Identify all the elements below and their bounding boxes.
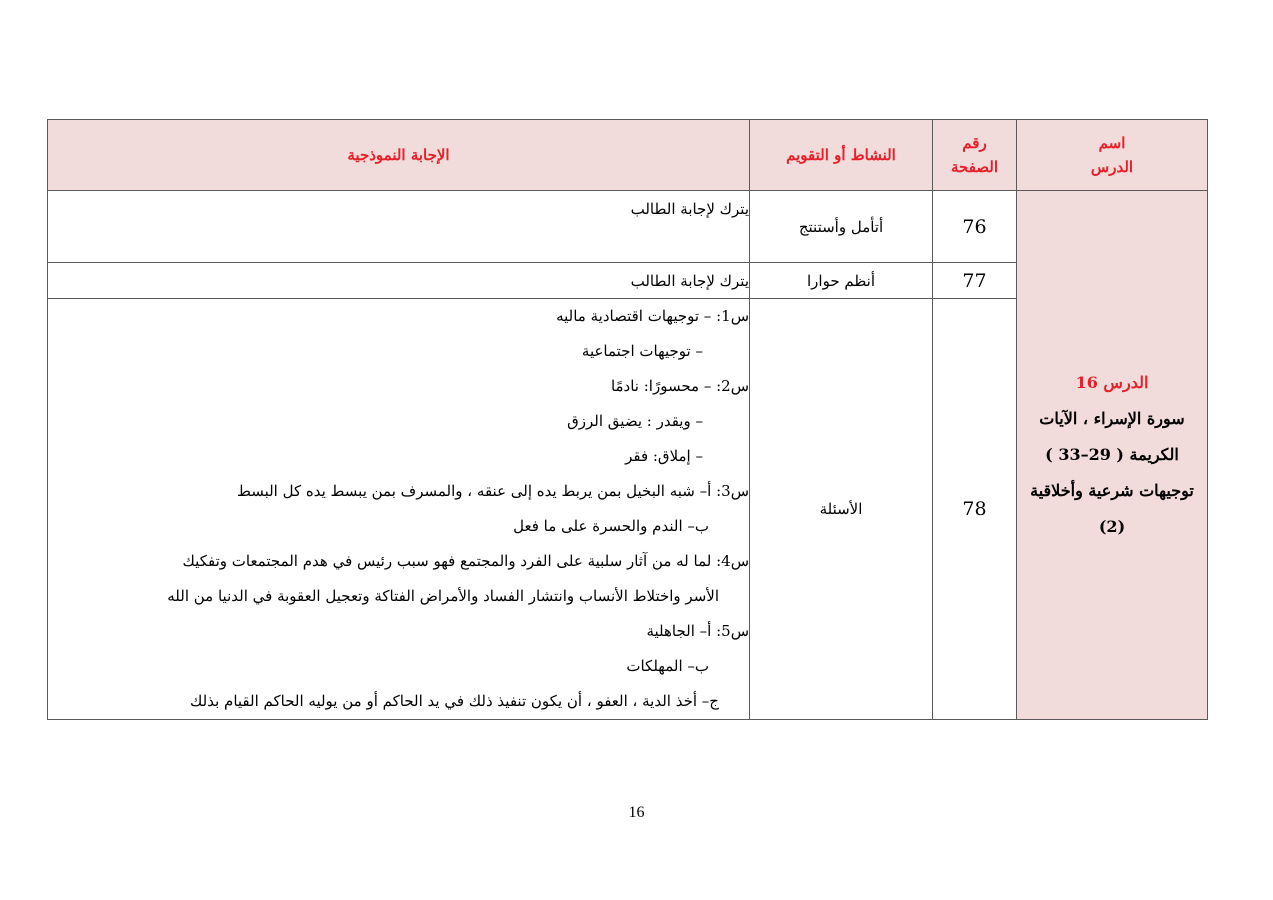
answer-cell (48, 191, 750, 263)
activity-cell: أنظم حوارا (750, 263, 933, 299)
lesson-title-line: سورة الإسراء ، الآيات (1039, 409, 1185, 428)
answer-line: يترك لإجابة الطالب (630, 271, 749, 290)
answer-cell (48, 299, 750, 720)
answer-line: س5: أ– الجاهلية (646, 622, 749, 640)
lesson-title-cell (1017, 191, 1208, 720)
answer-line: س4: لما له من آثار سلبية على الفرد والمجتمع فهو سبب رئيس في هدم المجتمعات وتفكيك (182, 552, 749, 570)
header-page-number: رقم الصفحة (933, 120, 1017, 191)
answer-line: يترك لإجابة الطالب (630, 200, 749, 218)
page-number: 16 (628, 804, 645, 821)
page-number-cell: 76 (933, 191, 1017, 263)
header-activity: النشاط أو التقويم (750, 120, 933, 191)
page-number-cell: 78 (933, 299, 1017, 720)
header-model-answer: الإجابة النموذجية (48, 120, 750, 191)
table-header-row (48, 120, 1208, 191)
answer-line: – ويقدر : يضيق الرزق (567, 412, 703, 430)
answer-line: – توجيهات اجتماعية (581, 342, 703, 360)
activity-cell: أتأمل وأستنتج (750, 191, 933, 263)
lesson-answers-table (47, 119, 1208, 720)
answer-line: ب– الندم والحسرة على ما فعل (513, 517, 709, 535)
header-lesson-name: اسم الدرس (1017, 120, 1208, 191)
answer-line: الأسر واختلاط الأنساب وانتشار الفساد والأمراض الفتاكة وتعجيل العقوبة في الدنيا من الله (167, 587, 719, 605)
activity-cell: الأسئلة (750, 299, 933, 720)
answer-line: ب– المهلكات (626, 657, 709, 675)
lesson-title-line: (2) (1098, 517, 1126, 536)
answer-line: س2: – محسورًا: نادمًا (610, 377, 749, 395)
answer-line: س3: أ– شبه البخيل بمن يربط يده إلى عنقه ، والمسرف بمن يبسط يده كل البسط (236, 482, 749, 500)
lesson-title-line: توجيهات شرعية وأخلاقية (1030, 481, 1194, 500)
answer-line: – إملاق: فقر (625, 447, 703, 465)
answer-line: ج– أخذ الدية ، العفو ، أن يكون تنفيذ ذلك في يد الحاكم أو من يوليه الحاكم القيام بذلك (190, 692, 719, 710)
answer-line: س1: – توجيهات اقتصادية ماليه (556, 307, 749, 325)
table-row (48, 191, 1208, 263)
lesson-title-line: الكريمة ( 29–33 ) (1045, 445, 1179, 464)
answer-cell (48, 263, 750, 299)
lesson-number: الدرس 16 (1075, 373, 1149, 392)
page-number-cell: 77 (933, 263, 1017, 299)
